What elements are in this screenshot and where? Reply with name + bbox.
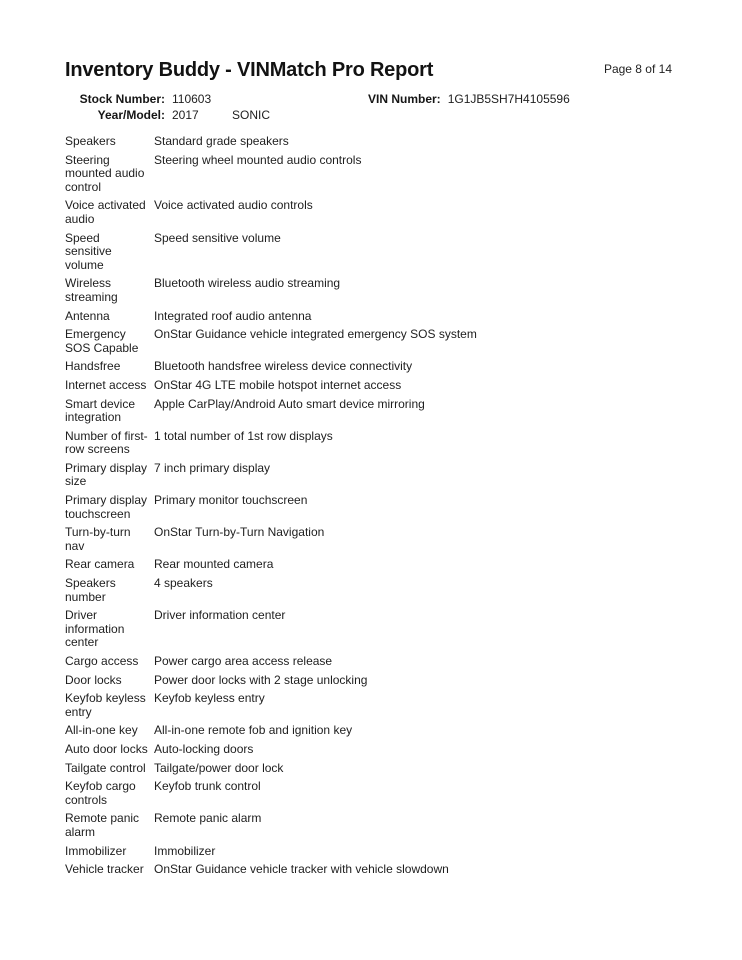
- feature-row: [65, 674, 645, 688]
- feature-row: [65, 762, 645, 776]
- feature-label: All-in-one key: [65, 723, 138, 738]
- feature-value: Tailgate/power door lock: [154, 760, 284, 775]
- feature-list: [65, 135, 645, 877]
- year-model-row: [65, 107, 742, 123]
- feature-value: Steering wheel mounted audio controls: [154, 152, 362, 167]
- feature-row: [65, 360, 645, 374]
- vehicle-meta: [0, 91, 742, 123]
- feature-label: Door locks: [65, 672, 122, 687]
- feature-row: [65, 724, 645, 738]
- feature-label: Speakers: [65, 134, 116, 148]
- feature-value: Remote panic alarm: [154, 811, 262, 826]
- feature-row: [65, 863, 645, 877]
- feature-row: [65, 526, 645, 553]
- feature-label: Steering mounted audio control: [65, 152, 145, 194]
- year-value: 2017: [172, 108, 199, 122]
- feature-row: [65, 232, 645, 273]
- feature-row: [65, 430, 645, 457]
- feature-label: Speakers number: [65, 576, 116, 604]
- feature-row: [65, 154, 645, 195]
- stock-number-value: 110603: [172, 92, 212, 106]
- feature-label: Immobilizer: [65, 843, 127, 858]
- feature-row: [65, 743, 645, 757]
- report-header: [0, 0, 742, 82]
- stock-vin-row: [65, 91, 742, 107]
- feature-value: 4 speakers: [154, 576, 213, 591]
- feature-label: Handsfree: [65, 359, 121, 374]
- feature-row: [65, 135, 645, 149]
- feature-value: Immobilizer: [154, 843, 216, 858]
- feature-row: [65, 379, 645, 393]
- feature-value: 7 inch primary display: [154, 460, 271, 475]
- feature-value: 1 total number of 1st row displays: [154, 428, 333, 443]
- vin-number-label: VIN Number:: [368, 92, 441, 106]
- feature-row: [65, 655, 645, 669]
- feature-value: Keyfob keyless entry: [154, 691, 265, 706]
- feature-label: Keyfob cargo controls: [65, 779, 136, 807]
- feature-label: Turn-by-turn nav: [65, 525, 131, 553]
- feature-value: Speed sensitive volume: [154, 230, 281, 245]
- model-value: SONIC: [232, 108, 271, 122]
- feature-value: Bluetooth wireless audio streaming: [154, 276, 341, 291]
- feature-row: [65, 494, 645, 521]
- page-number-indicator: Page 8 of 14: [603, 62, 672, 76]
- feature-value: Driver information center: [154, 608, 286, 623]
- feature-label: Auto door locks: [65, 741, 148, 756]
- feature-label: Number of first-row screens: [65, 428, 148, 457]
- feature-label: Emergency SOS Capable: [65, 327, 139, 355]
- feature-value: All-in-one remote fob and ignition key: [154, 723, 353, 738]
- vin-number-value: 1G1JB5SH7H4105596: [447, 92, 570, 106]
- feature-label: Primary display size: [65, 460, 148, 489]
- feature-label: Speed sensitive volume: [65, 230, 112, 272]
- feature-row: [65, 462, 645, 489]
- feature-row: [65, 692, 645, 719]
- feature-row: [65, 328, 645, 355]
- stock-number-label: Stock Number:: [79, 92, 165, 106]
- feature-label: Rear camera: [65, 557, 135, 572]
- feature-row: [65, 812, 645, 839]
- feature-value: OnStar 4G LTE mobile hotspot internet access: [154, 377, 402, 392]
- feature-label: Primary display touchscreen: [65, 493, 148, 521]
- feature-row: [65, 609, 645, 650]
- feature-label: Voice activated audio: [65, 198, 146, 226]
- feature-label: Remote panic alarm: [65, 811, 140, 839]
- feature-label: Smart device integration: [65, 396, 136, 425]
- year-model-label: Year/Model:: [97, 108, 165, 122]
- feature-row: [65, 398, 645, 425]
- feature-label: Cargo access: [65, 654, 139, 668]
- feature-value: Rear mounted camera: [154, 557, 274, 572]
- feature-value: Keyfob trunk control: [154, 779, 261, 794]
- feature-label: Tailgate control: [65, 760, 146, 775]
- feature-value: Auto-locking doors: [154, 741, 254, 756]
- feature-row: [65, 845, 645, 859]
- feature-row: [65, 310, 645, 324]
- feature-value: Power cargo area access release: [154, 654, 333, 668]
- feature-label: Keyfob keyless entry: [65, 691, 146, 719]
- feature-value: Voice activated audio controls: [154, 198, 313, 213]
- feature-label: Antenna: [65, 308, 110, 323]
- feature-label: Vehicle tracker: [65, 862, 144, 877]
- feature-row: [65, 199, 645, 226]
- page-title: Inventory Buddy - VINMatch Pro Report: [65, 59, 434, 81]
- feature-label: Internet access: [65, 377, 147, 392]
- feature-value: Standard grade speakers: [154, 134, 289, 148]
- feature-value: OnStar Turn-by-Turn Navigation: [154, 525, 325, 540]
- feature-row: [65, 277, 645, 304]
- feature-value: Bluetooth handsfree wireless device connectivity: [154, 359, 413, 374]
- feature-value: Primary monitor touchscreen: [154, 493, 308, 508]
- feature-value: Power door locks with 2 stage unlocking: [154, 672, 368, 687]
- feature-value: OnStar Guidance vehicle tracker with vehicle slowdown: [154, 862, 449, 877]
- feature-row: [65, 780, 645, 807]
- feature-value: OnStar Guidance vehicle integrated emergency SOS system: [154, 327, 477, 342]
- feature-row: [65, 558, 645, 572]
- feature-value: Integrated roof audio antenna: [154, 308, 312, 323]
- feature-label: Wireless streaming: [65, 276, 118, 304]
- feature-label: Driver information center: [65, 608, 125, 650]
- feature-row: [65, 577, 645, 604]
- feature-value: Apple CarPlay/Android Auto smart device mirroring: [154, 396, 425, 411]
